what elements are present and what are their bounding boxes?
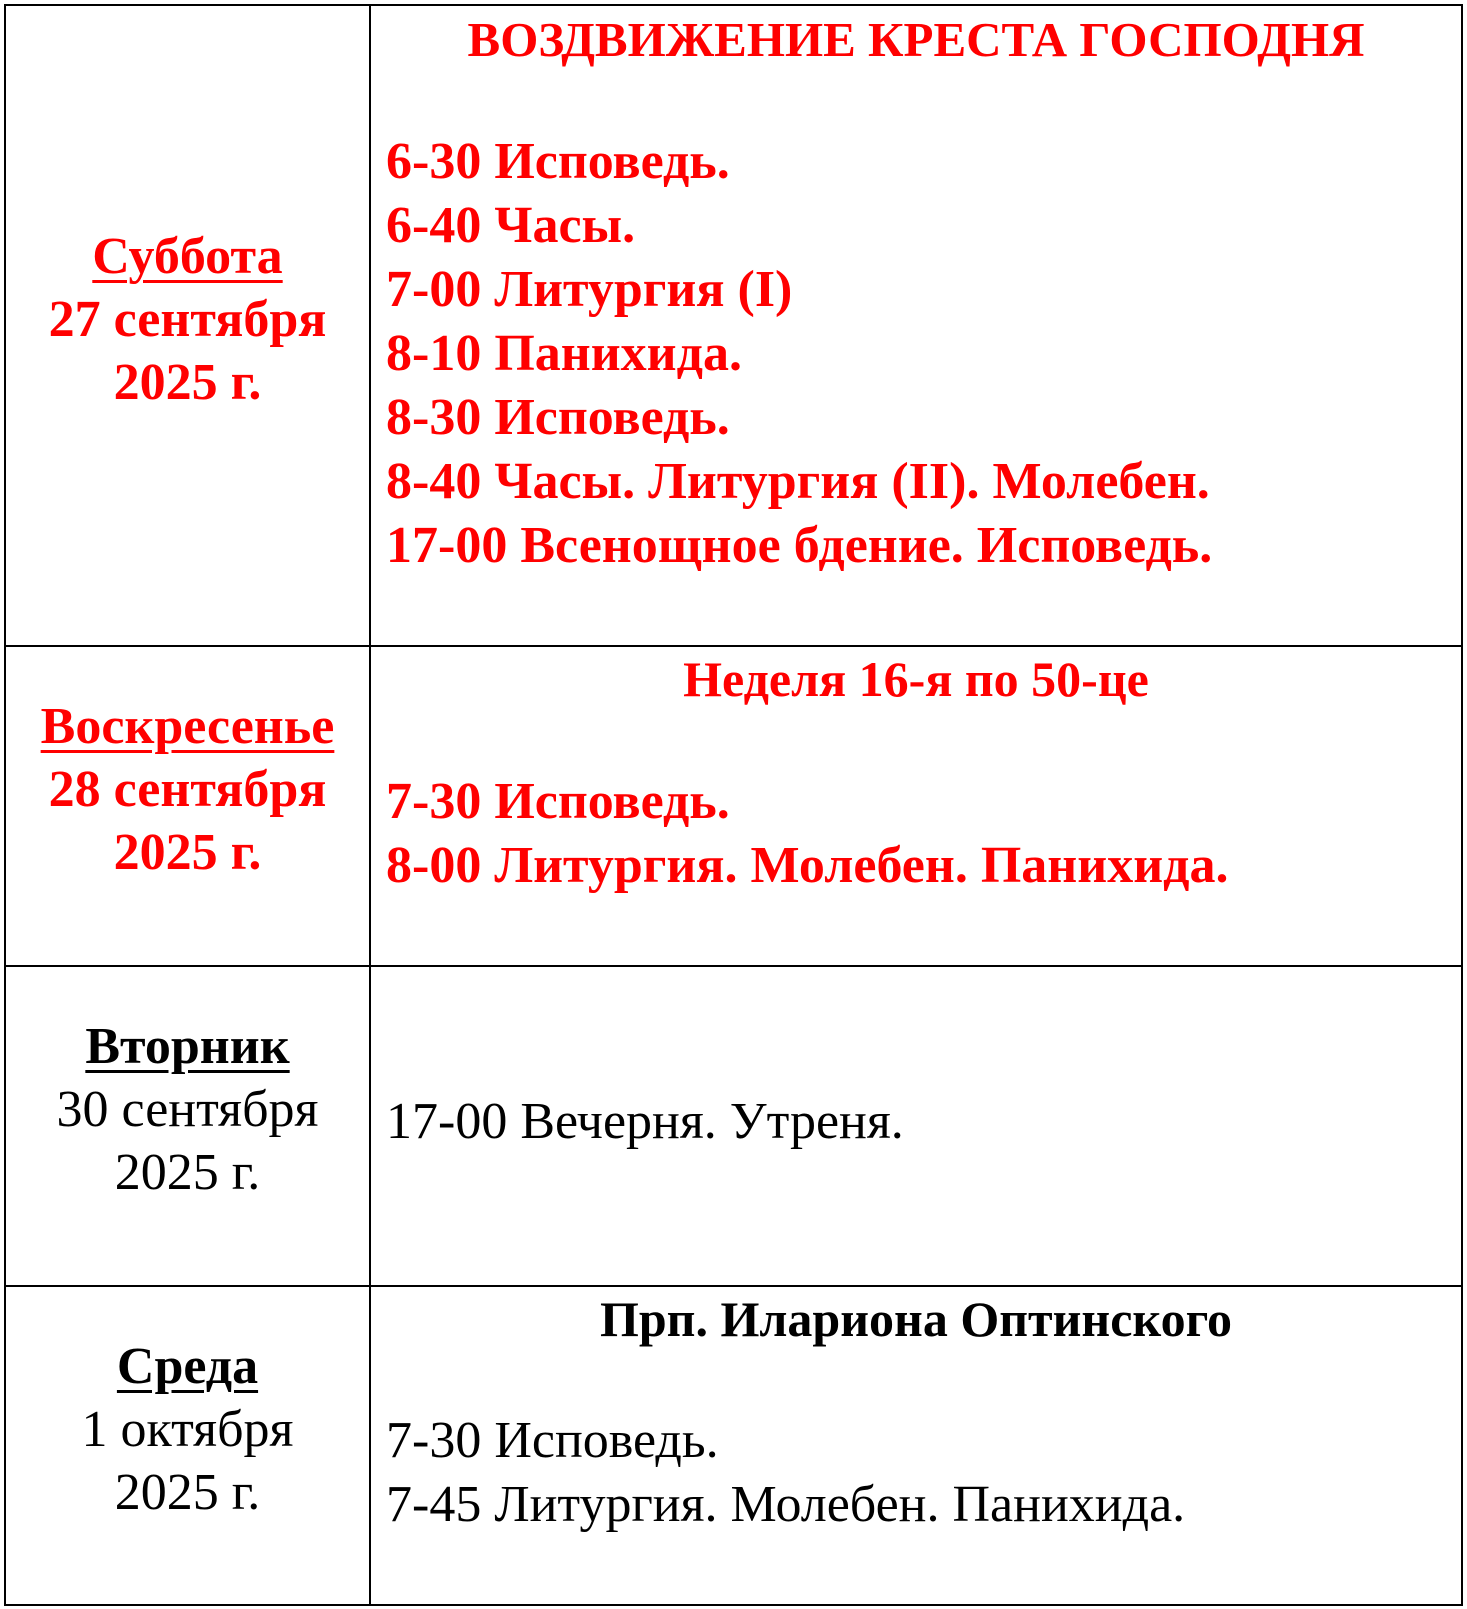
service-line: 17-00 Всенощное бдение. Исповедь. [386, 517, 1213, 574]
date-cell [5, 1286, 370, 1605]
services-cell [370, 1286, 1462, 1605]
day-name: Суббота [92, 228, 283, 285]
feast-title: ВОЗДВИЖЕНИЕ КРЕСТА ГОСПОДНЯ [467, 12, 1365, 67]
services-cell [370, 966, 1462, 1286]
date-text: 30 сентября [56, 1081, 319, 1138]
schedule-row-tuesday [5, 966, 1462, 1286]
date-block [6, 1015, 369, 1204]
day-name: Воскресенье [40, 698, 335, 755]
service-line: 8-40 Часы. Литургия (II). Молебен. [386, 453, 1210, 510]
feast-title: Прп. Илариона Оптинского [599, 1291, 1233, 1347]
schedule-row-wednesday [5, 1286, 1462, 1605]
service-line: 6-30 Исповедь. [386, 133, 730, 190]
service-line: 8-30 Исповедь. [386, 389, 730, 446]
date-block [6, 1335, 369, 1524]
services-list [386, 1409, 1451, 1537]
service-line: 7-00 Литургия (I) [386, 261, 793, 318]
services-list [386, 1090, 1451, 1154]
service-line: 7-45 Литургия. Молебен. Панихида. [386, 1476, 1186, 1533]
year-text: 2025 г. [113, 354, 262, 411]
services-list [386, 130, 1451, 578]
service-line: 6-40 Часы. [386, 197, 636, 254]
services-cell [370, 5, 1462, 646]
feast-title: Неделя 16-я по 50-це [683, 651, 1149, 707]
services-list [386, 770, 1451, 898]
year-text: 2025 г. [114, 1144, 261, 1201]
schedule-row-sunday [5, 646, 1462, 966]
date-cell [5, 966, 370, 1286]
year-text: 2025 г. [113, 824, 262, 881]
date-block [6, 225, 369, 414]
date-cell [5, 5, 370, 646]
day-name: Среда [116, 1338, 259, 1395]
day-name: Вторник [85, 1018, 290, 1075]
schedule-table [4, 4, 1463, 1606]
service-line: 8-10 Панихида. [386, 325, 742, 382]
service-line: 7-30 Исповедь. [386, 773, 730, 830]
service-line: 8-00 Литургия. Молебен. Панихида. [386, 837, 1229, 894]
date-text: 1 октября [81, 1401, 294, 1458]
service-line: 17-00 Вечерня. Утреня. [386, 1093, 904, 1150]
date-text: 28 сентября [48, 761, 327, 818]
services-cell [370, 646, 1462, 966]
date-block [6, 695, 369, 884]
schedule-row-saturday [5, 5, 1462, 646]
service-line: 7-30 Исповедь. [386, 1412, 719, 1469]
date-cell [5, 646, 370, 966]
date-text: 27 сентября [48, 291, 327, 348]
year-text: 2025 г. [114, 1464, 261, 1521]
